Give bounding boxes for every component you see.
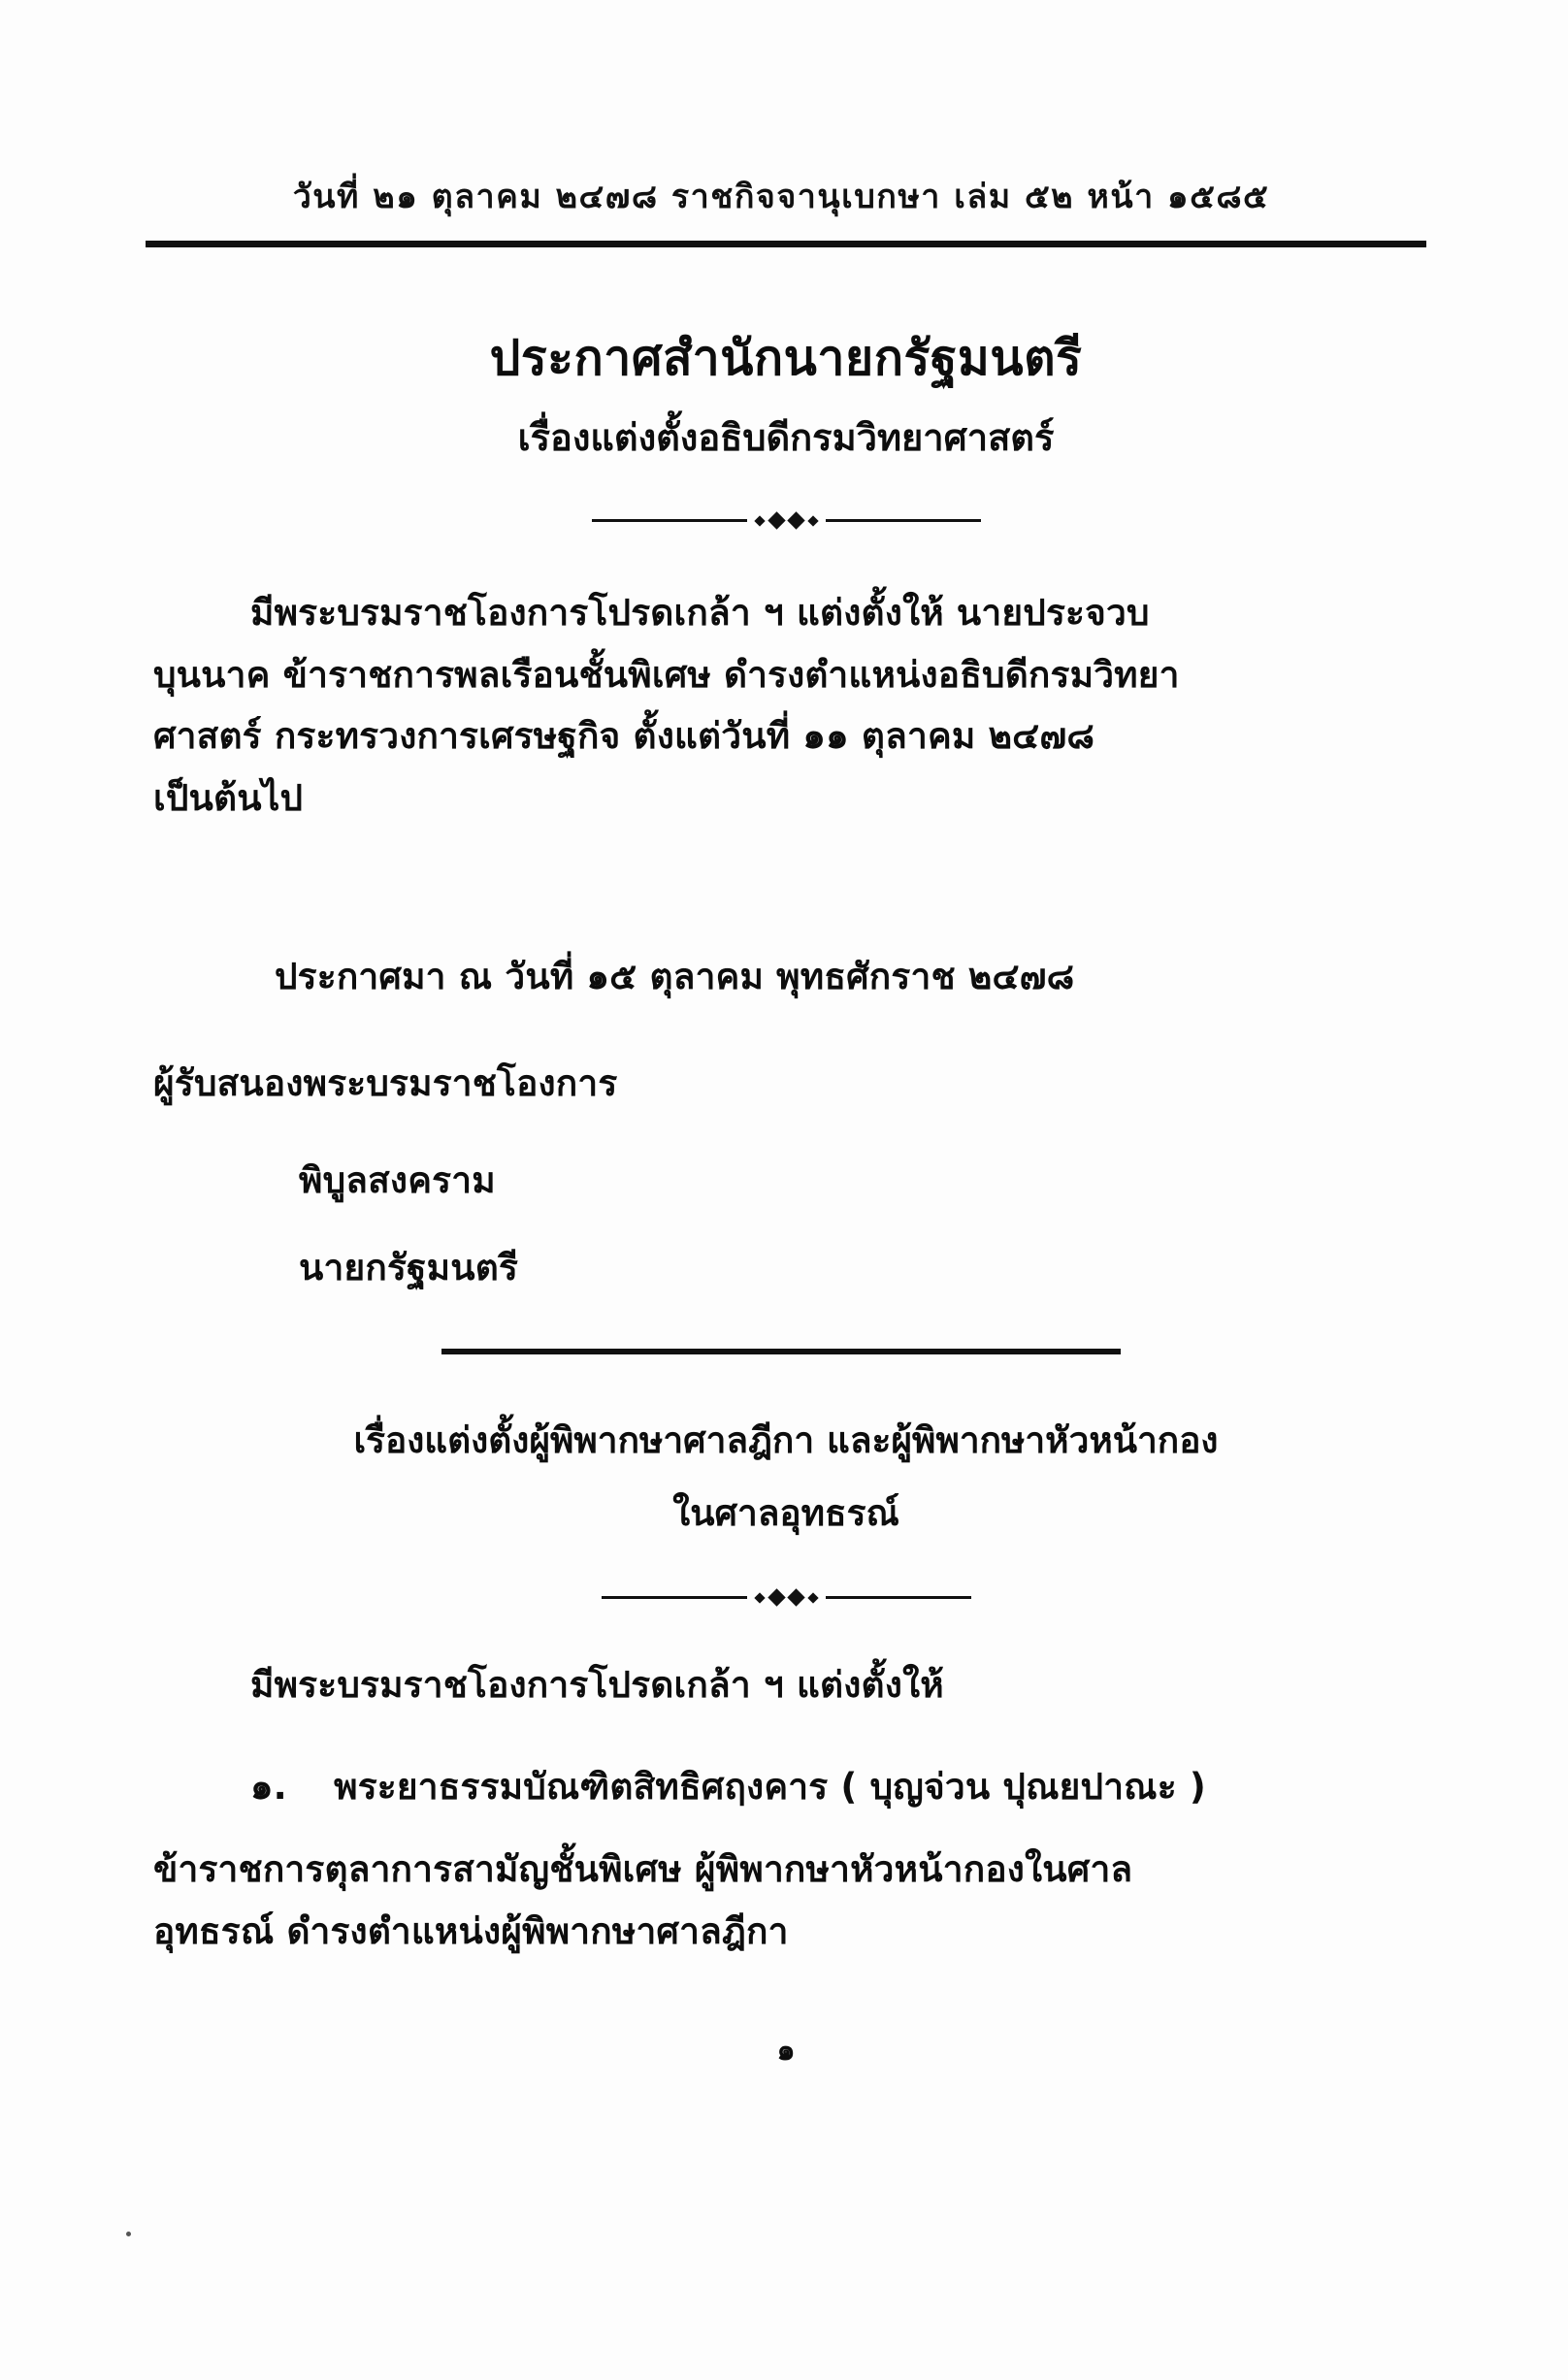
page-subtitle: เรื่องแต่งตั้งอธิบดีกรมวิทยาศาสตร์	[517, 416, 1055, 459]
page-title: ประกาศสำนักนายกรัฐมนตรี	[489, 330, 1083, 386]
body-line: อุทธรณ์ ดำรงตำแหน่งผู้พิพากษาศาลฎีกา	[153, 1909, 789, 1952]
diamond-icon	[768, 1588, 785, 1606]
running-head: วันที่ ๒๑ ตุลาคม ๒๔๗๘ ราชกิจจานุเบกษา เล่ม ๕๒ หน้า ๑๕๘๕	[292, 178, 1270, 216]
notice-1-signer	[153, 1150, 1415, 1212]
scan-speck	[126, 2232, 131, 2236]
diamond-icon	[768, 511, 785, 529]
diamond-icon	[754, 1592, 765, 1603]
body-line: เป็นต้นไป	[153, 776, 304, 819]
notice-2-title-line-2: ในศาลอุทธรณ์	[672, 1492, 899, 1534]
notice-2-item-1-body	[153, 1839, 1415, 1962]
section-rule	[441, 1349, 1121, 1354]
notice-1-announce	[153, 946, 1415, 1008]
diamond-icon	[787, 511, 804, 529]
list-item-text: พระยาธรรมบัณฑิตสิทธิศฤงคาร ( บุญจ่วน ปุณยปาณะ )	[334, 1766, 1206, 1808]
body-line: ศาสตร์ กระทรวงการเศรษฐกิจ ตั้งแต่วันที่ ๑๑ ตุลาคม ๒๔๗๘	[153, 715, 1095, 758]
page-number: ๑	[776, 2034, 796, 2068]
divider-bar-right	[826, 1596, 971, 1599]
list-item	[153, 1756, 1415, 1818]
header-rule	[146, 241, 1426, 247]
diamond-icon	[807, 515, 818, 526]
body-line: มีพระบรมราชโองการโปรดเกล้า ฯ แต่งตั้งให้ นายประจวบ	[250, 592, 1150, 634]
diamond-ornament-icon	[548, 1591, 1024, 1604]
signer-title: นายกรัฐมนตรี	[299, 1247, 519, 1288]
diamond-icon	[807, 1592, 818, 1603]
diamond-icon	[787, 1588, 804, 1606]
divider-bar-left	[592, 519, 747, 522]
countersign-label: ผู้รับสนองพระบรมราชโองการ	[153, 1062, 618, 1104]
divider-diamonds	[756, 514, 817, 527]
diamond-ornament-icon	[548, 514, 1024, 527]
notice-2-title-line-1: เรื่องแต่งตั้งผู้พิพากษาศาลฎีกา และผู้พิพากษาหัวหน้ากอง	[353, 1419, 1219, 1461]
divider-diamonds	[756, 1591, 817, 1604]
diamond-icon	[754, 515, 765, 526]
signer-name: พิบูลสงคราม	[299, 1159, 496, 1201]
notice-2-item-1-head	[153, 1756, 1415, 1818]
announce-line: ประกาศมา ณ วันที่ ๑๕ ตุลาคม พุทธศักราช ๒๔๗๘	[275, 956, 1075, 997]
intro-line: มีพระบรมราชโองการโปรดเกล้า ฯ แต่งตั้งให้	[250, 1664, 944, 1706]
notice-1-body	[153, 582, 1415, 830]
notice-2-intro	[153, 1654, 1415, 1716]
notice-1-countersign	[153, 1053, 1415, 1115]
body-line: บุนนาค ข้าราชการพลเรือนชั้นพิเศษ ดำรงตำแหน่งอธิบดีกรมวิทยา	[153, 653, 1180, 696]
list-item-number: ๑.	[250, 1766, 287, 1808]
divider-bar-left	[602, 1596, 747, 1599]
divider-bar-right	[826, 519, 981, 522]
notice-1-signer-title	[153, 1237, 1415, 1299]
body-line: ข้าราชการตุลาการสามัญชั้นพิเศษ ผู้พิพากษาหัวหน้ากองในศาล	[153, 1848, 1133, 1890]
